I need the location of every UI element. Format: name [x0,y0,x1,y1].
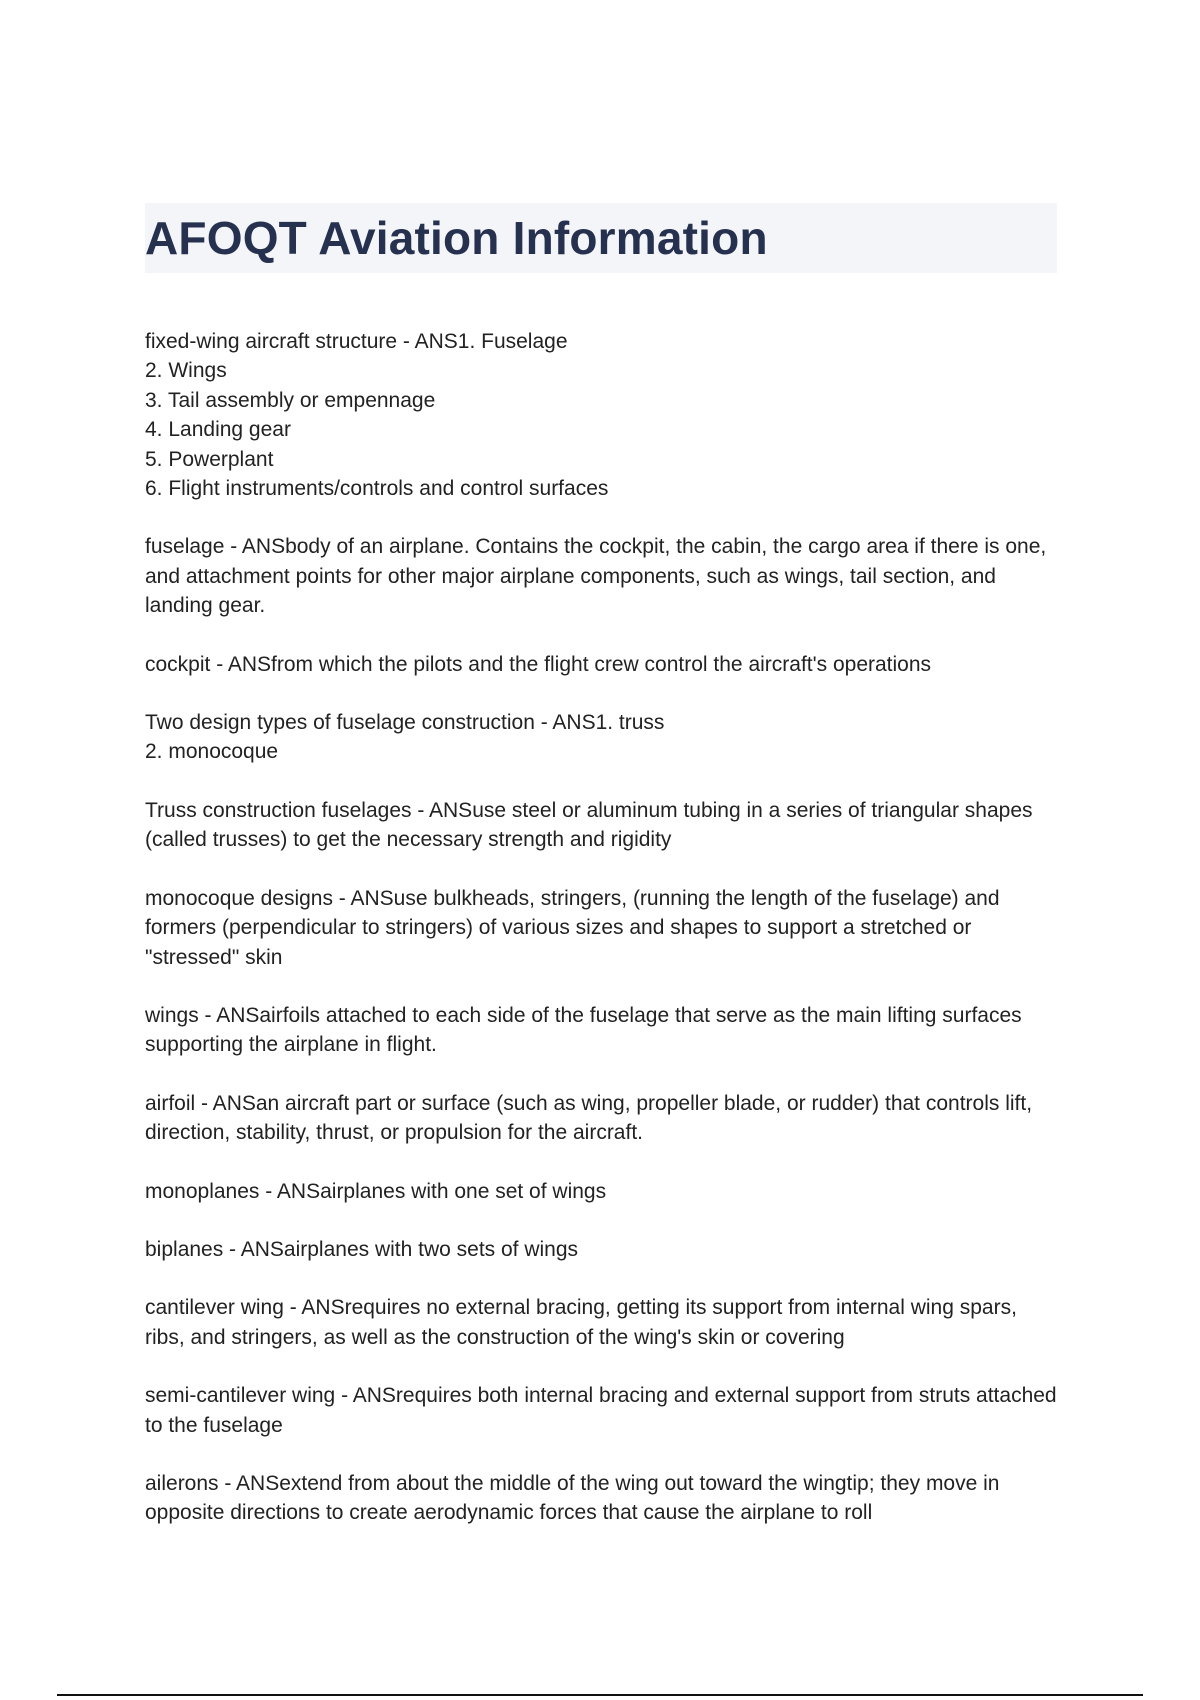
entry-monocoque-designs [145,884,1057,972]
entry-wings [145,1001,1057,1060]
entry-text: airfoil - ANSan aircraft part or surface (such as wing, propeller blade, or rudder) that controls lift, direction, stability, thrust, or propulsion for the aircraft. [145,1091,1033,1145]
entry-line: 3. Tail assembly or empennage [145,388,436,412]
entry-fixed-wing-aircraft-structure [145,327,1057,503]
entry-cantilever-wing [145,1293,1057,1352]
title-banner [145,203,1057,273]
entry-line: 5. Powerplant [145,447,274,471]
entry-fuselage-construction-types [145,708,1057,767]
entry-text: Truss construction fuselages - ANSuse steel or aluminum tubing in a series of triangular shapes (called trusses) to get the necessary strength and rigidity [145,798,1033,852]
entry-truss-construction [145,796,1057,855]
entry-text: cantilever wing - ANSrequires no external bracing, getting its support from internal wing spars, ribs, and stringers, as well as the construction of the wing's skin or covering [145,1296,1017,1349]
entry-ailerons [145,1469,1057,1528]
entry-fuselage [145,532,1057,620]
entry-text: monocoque designs - ANSuse bulkheads, stringers, (running the length of the fuselage) and formers (perpendicular to stringers) of various sizes and shapes to support a stretched or "stressed" skin [145,886,1000,969]
entry-biplanes [145,1235,1057,1264]
entry-line: 4. Landing gear [145,418,291,442]
entry-monoplanes [145,1177,1057,1206]
entry-line: 6. Flight instruments/controls and control surfaces [145,477,609,501]
entry-line: 2. monocoque [145,740,279,764]
entry-text: monoplanes - ANSairplanes with one set of wings [145,1179,607,1203]
entry-text: fuselage - ANSbody of an airplane. Contains the cockpit, the cabin, the cargo area if there is one, and attachment points for other major airplane components, such as wings, tail section, and landing gear. [145,535,1047,618]
entry-text: biplanes - ANSairplanes with two sets of wings [145,1237,579,1261]
entry-text: wings - ANSairfoils attached to each side of the fuselage that serve as the main lifting surfaces supporting the airplane in flight. [145,1003,1022,1057]
entry-text: cockpit - ANSfrom which the pilots and the flight crew control the aircraft's operations [145,652,932,676]
entry-semi-cantilever-wing [145,1381,1057,1440]
entry-line: fixed-wing aircraft structure - ANS1. Fuselage [145,330,568,353]
entry-line: Two design types of fuselage construction - ANS1. truss [145,711,665,735]
document-title: AFOQT Aviation Information [145,212,768,264]
entry-text: ailerons - ANSextend from about the middle of the wing out toward the wingtip; they move in opposite directions to create aerodynamic forces that cause the airplane to roll [145,1471,1000,1525]
entry-cockpit [145,650,1057,679]
document-body [145,327,1057,1557]
footer-divider [57,1694,1143,1696]
entry-line: 2. Wings [145,359,227,383]
entry-text: semi-cantilever wing - ANSrequires both internal bracing and external support from struts attached to the fuselage [145,1384,1057,1437]
entry-airfoil [145,1089,1057,1148]
